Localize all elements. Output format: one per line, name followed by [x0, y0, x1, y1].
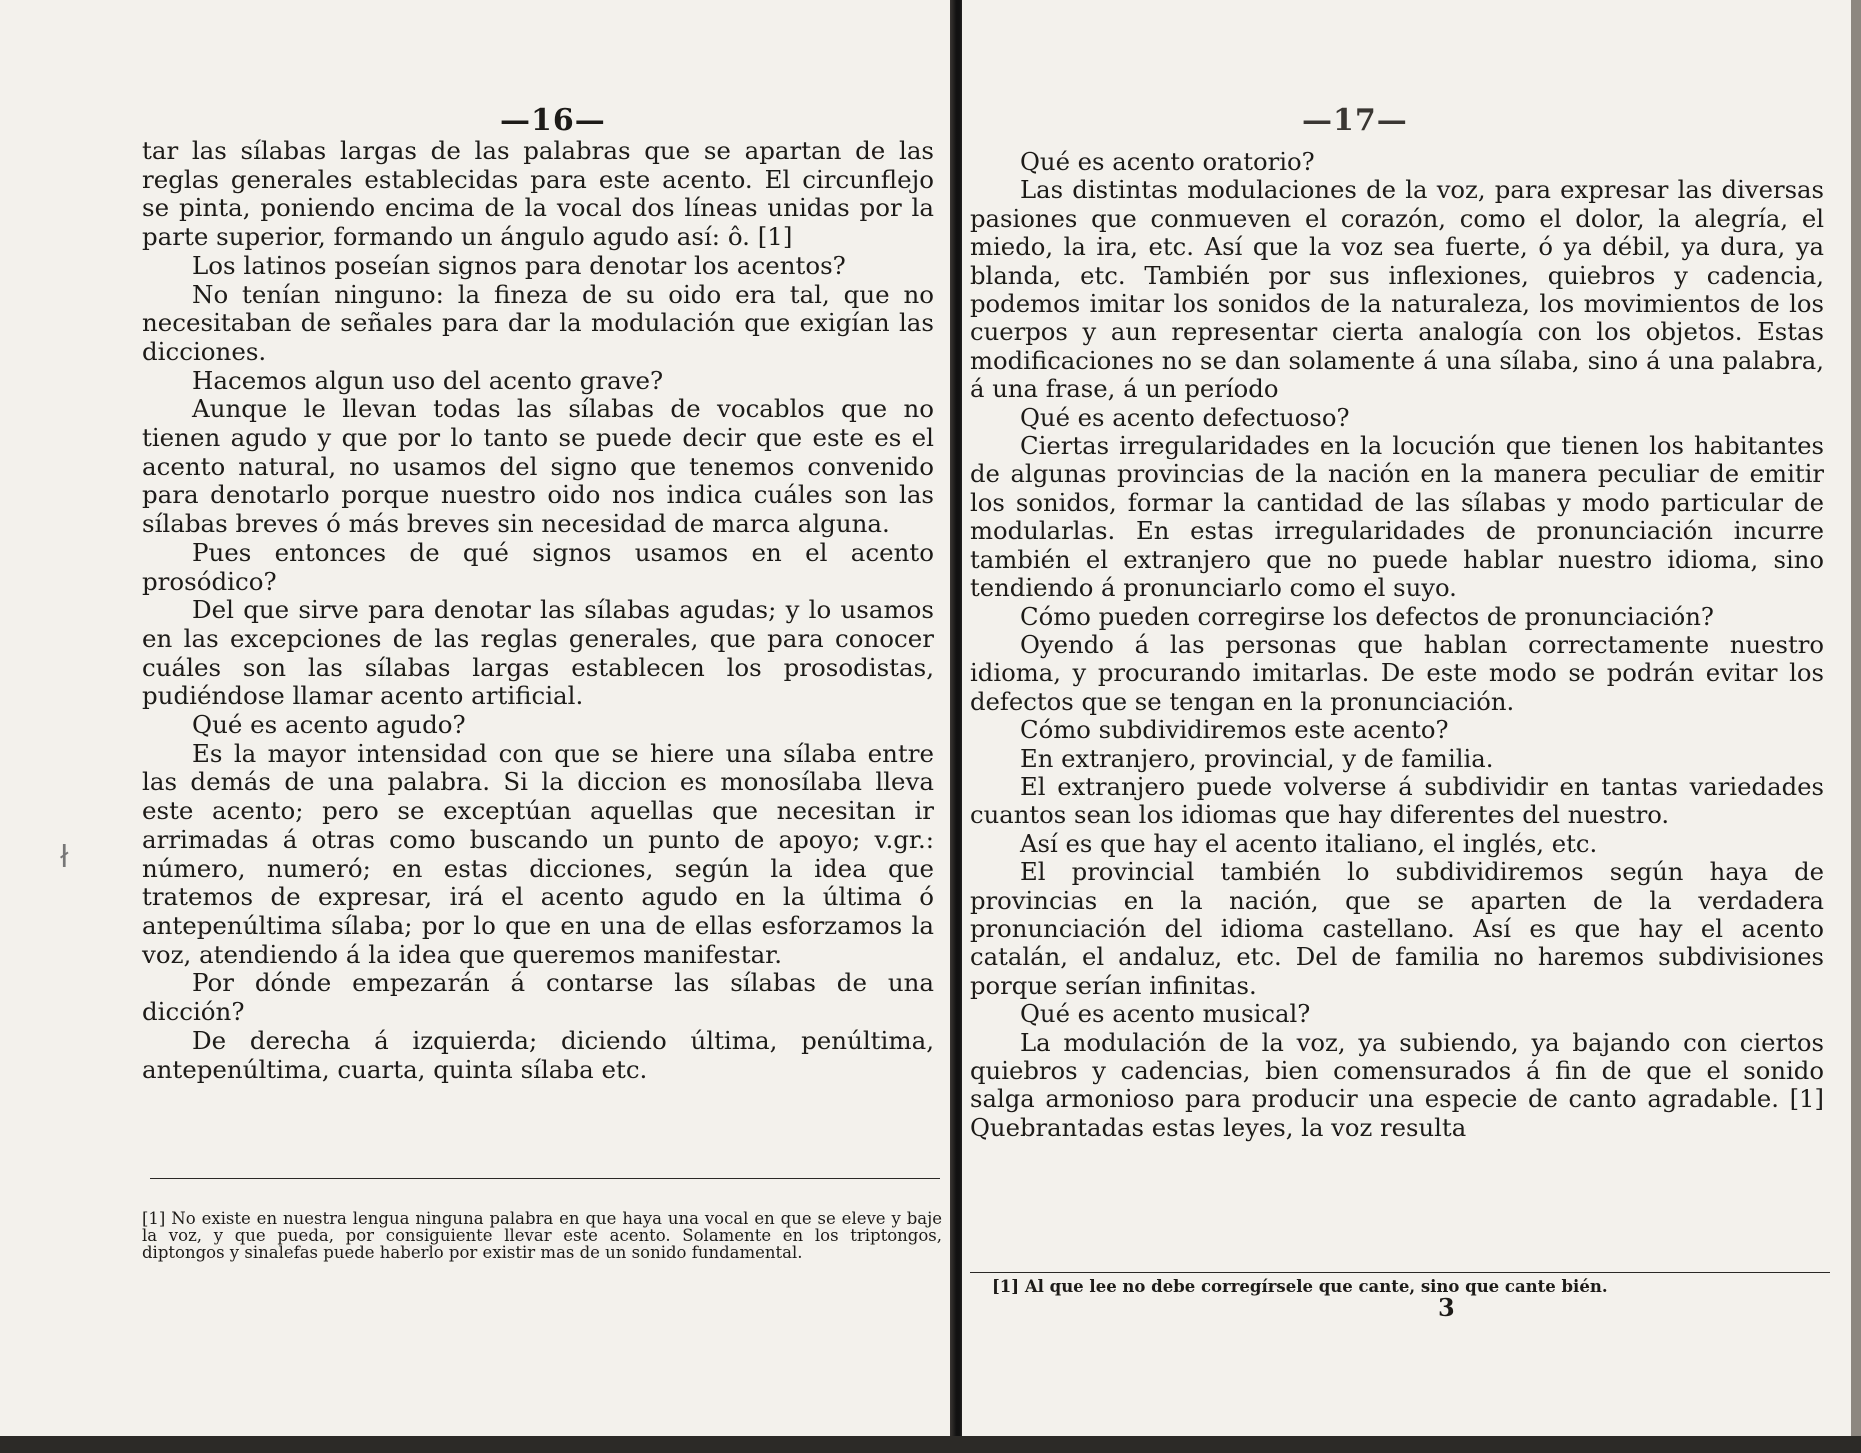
- right-paragraph-13: La modulación de la voz, ya subiendo, ya bajando con ciertos quiebros y cadencias, bien comensurados á fin de que el sonido salga armonioso para producir una especie de canto agradable. [1] Quebrantadas estas leyes, la voz resulta: [970, 1027, 1824, 1142]
- left-paragraph-9: Es la mayor intensidad con que se hiere una sílaba entre las demás de una palabra. Si la diccion es monosílaba lleva este acento; pero se exceptúan aquellas que necesitan ir arrimadas á otras como buscando un punto de apoyo; v.gr.: número, numeró; en estas dicciones, según la idea que tratemos de expresar, irá el acento agudo en la última ó antepenúltima sílaba; por lo que en una de ellas esforzamos la voz, atendiendo á la idea que queremos manifestar.: [142, 738, 934, 969]
- left-paragraph-10: Por dónde empezarán á contarse las sílabas de una dicción?: [142, 968, 934, 1027]
- left-body-text: [142, 137, 934, 1084]
- left-paragraph-6: Pues entonces de qué signos usamos en el acento prosódico?: [142, 537, 934, 596]
- right-page-number: —17—: [1302, 103, 1408, 138]
- right-paragraph-11: El provincial también lo subdividiremos según haya de provincias en la nación, que se aparten de la verdadera pronunciación del idioma castellano. Así es que hay el acento catalán, el andaluz, etc. Del de familia no haremos subdivisiones porque serían infinitas.: [970, 857, 1824, 1000]
- right-paragraph-3: Qué es acento defectuoso?: [1020, 402, 1350, 432]
- right-page: [962, 0, 1861, 1453]
- right-paragraph-5: Cómo pueden corregirse los defectos de pronunciación?: [1020, 601, 1714, 631]
- right-paragraph-1: Qué es acento oratorio?: [1020, 147, 1315, 176]
- right-paragraph-9: El extranjero puede volverse á subdividir en tantas variedades cuantos sean los idiomas que hay diferentes del nuestro.: [970, 771, 1824, 830]
- left-paragraph-5: Aunque le llevan todas las sílabas de vocablos que no tienen agudo y que por lo tanto se puede decir que este es el acento natural, no usamos del signo que tenemos convenido para denotarlo porque nuestro oido nos indica cuáles son las sílabas breves ó más breves sin necesidad de marca alguna.: [142, 394, 934, 539]
- right-footnote: [1] Al que lee no debe corregírsele que cante, sino que cante bién.: [992, 1277, 1608, 1296]
- left-paragraph-3: No tenían ninguno: la fineza de su oido era tal, que no necesitaban de señales para dar la modulación que exigían las dicciones.: [142, 279, 934, 366]
- right-paragraph-6: Oyendo á las personas que hablan correctamente nuestro idioma, y procurando imitarlas. De este modo se podrán evitar los defectos que se tengan en la pronunciación.: [970, 629, 1824, 716]
- left-paragraph-11: De derecha á izquierda; diciendo última, penúltima, antepenúltima, cuarta, quinta sílaba etc.: [142, 1025, 934, 1084]
- right-paragraph-7: Cómo subdividiremos este acento?: [1020, 715, 1449, 745]
- right-footnote-rule: [970, 1272, 1830, 1273]
- signature-mark: 3: [1438, 1293, 1455, 1322]
- right-paragraph-10: Así es que hay el acento italiano, el inglés, etc.: [1020, 828, 1598, 858]
- left-footnote: [1] No existe en nuestra lengua ninguna palabra en que haya una vocal en que se eleve y baje la voz, y que pueda, por consiguiente llevar este acento. Solamente en los triptongos, diptongos y sinalefas puede haberlo por existir mas de un sonido fundamental.: [142, 1209, 942, 1262]
- right-paragraph-12: Qué es acento musical?: [1020, 999, 1311, 1029]
- left-paragraph-2: Los latinos poseían signos para denotar los acentos?: [192, 250, 846, 280]
- left-page-number: —16—: [500, 103, 606, 138]
- left-paragraph-1: tar las sílabas largas de las palabras que se apartan de las reglas generales establecidas para este acento. El circunflejo se pinta, poniendo encima de la vocal dos líneas unidas por la parte superior, formando un ángulo agudo así: ô. [1]: [142, 136, 934, 252]
- scan-edge-right: [1851, 0, 1861, 1453]
- left-footnote-rule: [150, 1178, 940, 1179]
- right-paragraph-8: En extranjero, provincial, y de familia.: [1020, 743, 1494, 773]
- pencil-mark-icon: ł: [60, 840, 69, 875]
- right-body-text: [970, 148, 1824, 1142]
- left-paragraph-8: Qué es acento agudo?: [192, 710, 466, 740]
- right-paragraph-2: Las distintas modulaciones de la voz, para expresar las diversas pasiones que conmueven el corazón, como el dolor, la alegría, el miedo, la ira, etc. Así que la voz sea fuerte, ó ya débil, ya dura, ya blanda, etc. También por sus inflexiones, quiebros y cadencia, podemos imitar los sonidos de la naturaleza, los movimientos de los cuerpos y aun representar cierta analogía con los objetos. Estas modificaciones no se dan solamente á una sílaba, sino á una palabra, á una frase, á un período: [970, 175, 1824, 404]
- left-paragraph-4: Hacemos algun uso del acento grave?: [192, 365, 664, 395]
- left-paragraph-7: Del que sirve para denotar las sílabas agudas; y lo usamos en las excepciones de las reglas generales, que para conocer cuáles son las sílabas largas establecen los prosodistas, pudiéndose llamar acento artificial.: [142, 595, 934, 711]
- scan-edge-bottom: [0, 1436, 1861, 1453]
- right-paragraph-4: Ciertas irregularidades en la locución que tienen los habitantes de algunas provincias de la nación en la manera peculiar de emitir los sonidos, formar la cantidad de las sílabas y modo particular de modularlas. En estas irregularidades de pronunciación incurre también el extranjero que no puede hablar nuestro idioma, sino tendiendo á pronunciarlo como el suyo.: [970, 431, 1824, 603]
